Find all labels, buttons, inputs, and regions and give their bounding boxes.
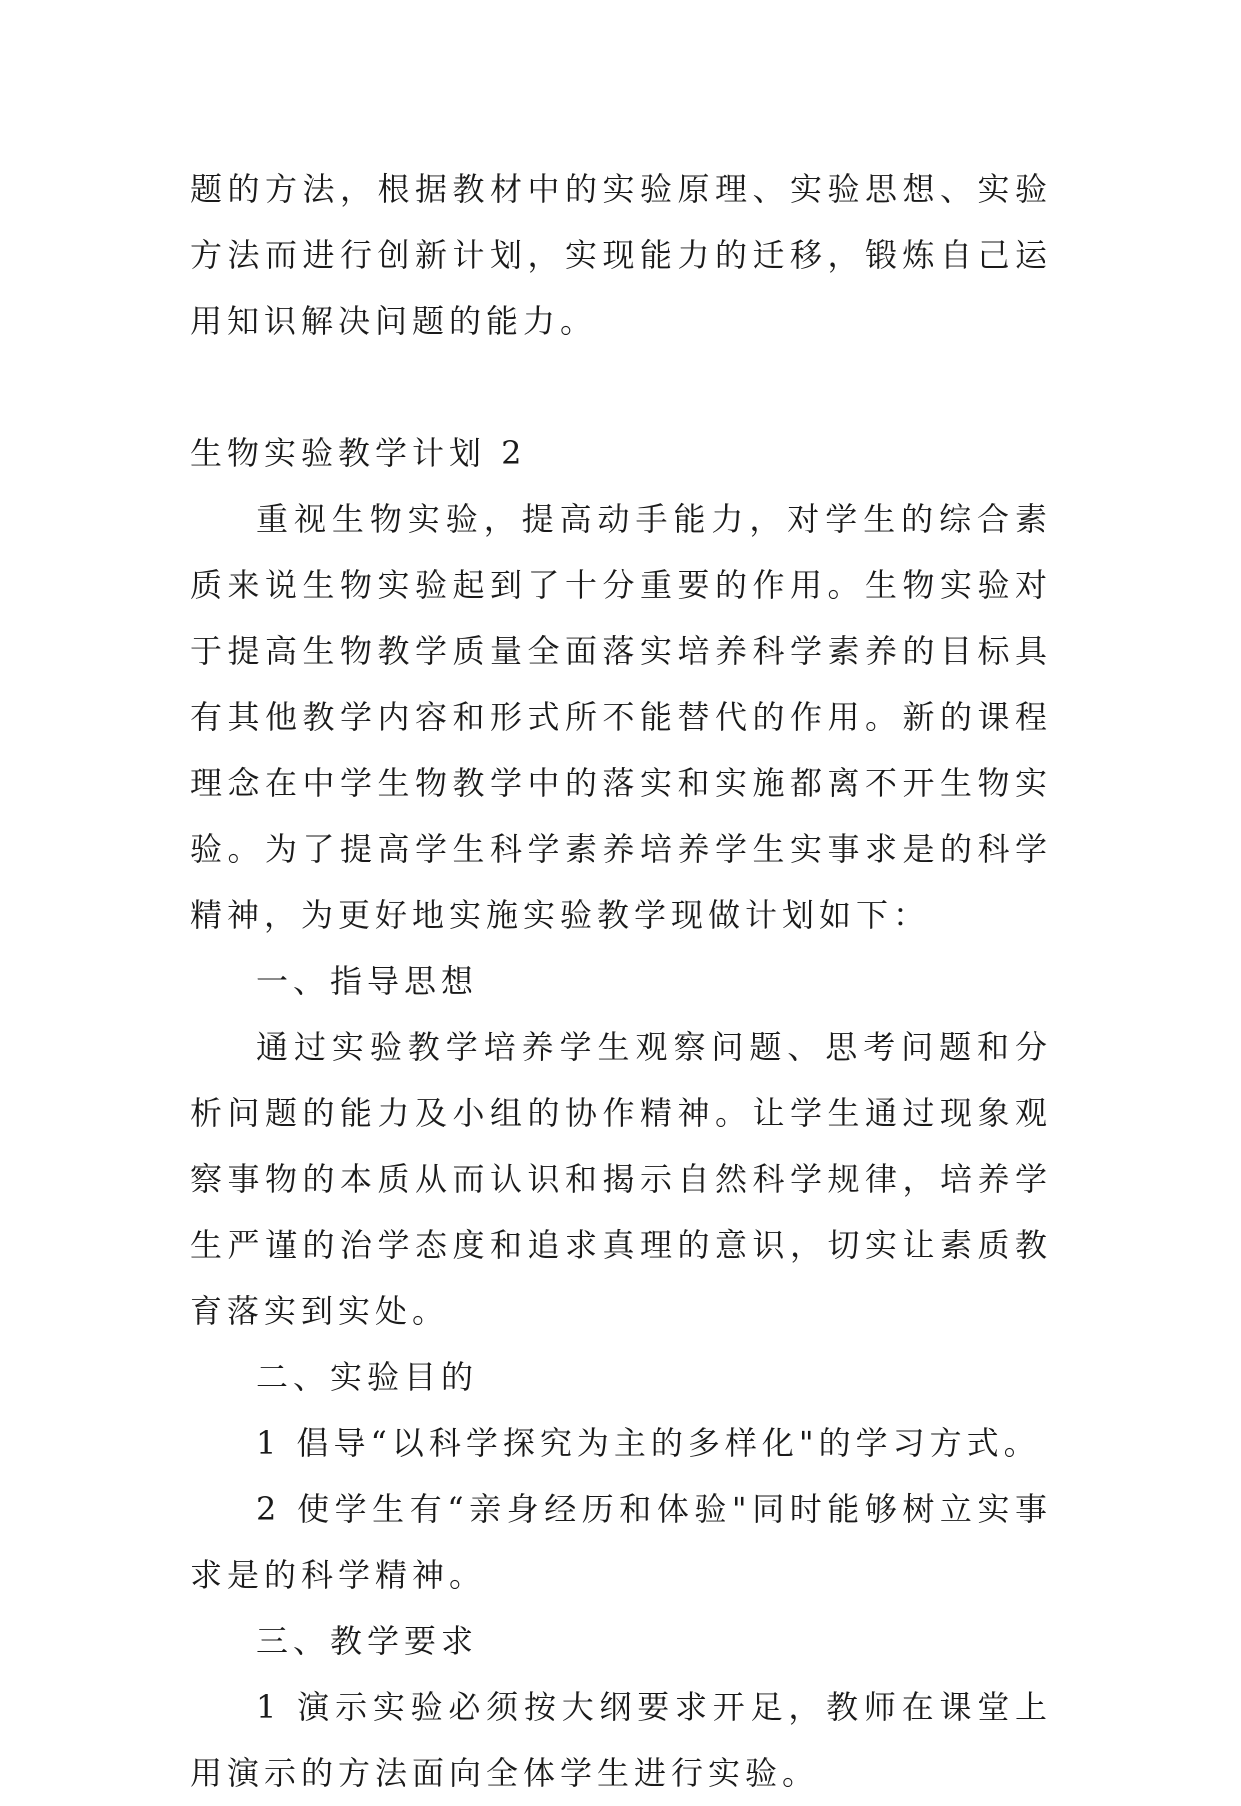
list-item: 1 倡导“以科学探究为主的多样化"的学习方式。	[256, 1424, 1041, 1462]
body-paragraph: 通过实验教学培养学生观察问题、思考问题和分析问题的能力及小组的协作精神。让学生通过现象观察事物的本质从而认识和揭示自然科学规律，培养学生严谨的治学态度和追求真理的意识，切实让素质教育落实到实处。	[190, 1028, 1052, 1330]
section-title: 生物实验教学计划 2	[190, 434, 527, 472]
intro-paragraph: 题的方法，根据教材中的实验原理、实验思想、实验方法而进行创新计划，实现能力的迁移，锻炼自己运用知识解决问题的能力。	[190, 170, 1052, 340]
paragraph-spacer	[190, 354, 1052, 420]
heading-guiding-idea: 一、指导思想	[256, 962, 479, 1000]
document-body	[190, 156, 1052, 1806]
list-item: 2 使学生有“亲身经历和体验"同时能够树立实事求是的科学精神。	[190, 1490, 1052, 1594]
list-item: 1 演示实验必须按大纲要求开足，教师在课堂上用演示的方法面向全体学生进行实验。	[190, 1688, 1052, 1792]
heading-experiment-purpose: 二、实验目的	[256, 1358, 479, 1396]
body-paragraph: 重视生物实验，提高动手能力，对学生的综合素质来说生物实验起到了十分重要的作用。生物实验对于提高生物教学质量全面落实培养科学素养的目标具有其他教学内容和形式所不能替代的作用。新的课程理念在中学生物教学中的落实和实施都离不开生物实验。为了提高学生科学素养培养学生实事求是的科学精神，为更好地实施实验教学现做计划如下：	[190, 500, 1052, 934]
heading-teaching-requirements: 三、教学要求	[256, 1622, 479, 1660]
